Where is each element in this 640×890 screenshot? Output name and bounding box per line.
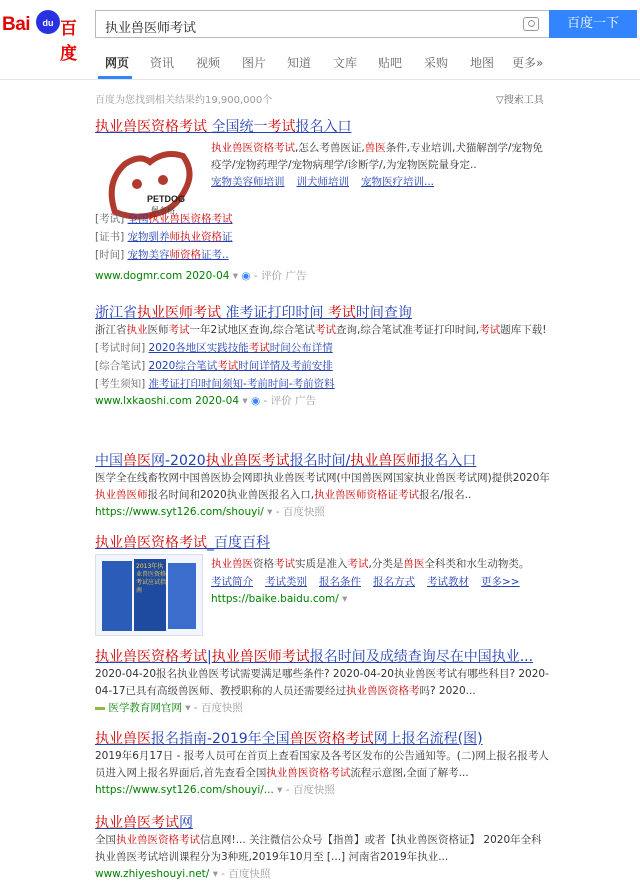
result-item bbox=[95, 452, 550, 521]
search-button[interactable]: 百度一下 bbox=[549, 10, 637, 38]
snapshot-link[interactable]: - 百度快照 bbox=[221, 868, 271, 880]
highlight-text: 考试 bbox=[248, 342, 270, 354]
chevron-down-icon[interactable]: ▾ bbox=[342, 593, 348, 605]
tab-0[interactable]: 网页 bbox=[105, 56, 130, 70]
sublink-row bbox=[95, 246, 550, 264]
result-url-line bbox=[95, 700, 550, 717]
petdog-label: PETDOG bbox=[147, 194, 186, 204]
tab-4[interactable]: 知道 bbox=[287, 56, 312, 70]
highlight-text: 考试 bbox=[274, 558, 295, 570]
text-run: 全科类和水生动物类。 bbox=[424, 558, 530, 570]
sublink-row bbox=[95, 375, 550, 393]
highlight-text: 执业医师考试 bbox=[137, 305, 221, 321]
sublink-tag: [时间] bbox=[95, 249, 128, 261]
highlight-text: 执业兽医资格考试 bbox=[116, 834, 200, 846]
verify-badge-icon[interactable]: ◉ bbox=[251, 395, 261, 407]
text-run: 时间详情及考前安排 bbox=[238, 360, 333, 372]
text-run: 一年2试地区查询,综合笔试 bbox=[189, 324, 316, 336]
highlight-text: 执业兽医师考试 bbox=[211, 649, 310, 665]
text-run: 2020综合笔试 bbox=[148, 360, 218, 372]
baike-links bbox=[211, 573, 551, 591]
result-abstract bbox=[95, 748, 550, 782]
highlight-text: 执业兽医资格考试 bbox=[95, 649, 207, 665]
result-abstract bbox=[95, 322, 550, 339]
highlight-text: 执业兽医资格考试 bbox=[95, 119, 207, 135]
text-run: 证 bbox=[222, 231, 233, 243]
book-cover-image[interactable] bbox=[95, 554, 203, 636]
text-run: 报名指南-2019年全国 bbox=[151, 731, 290, 747]
paw-icon: du bbox=[36, 10, 60, 34]
sublink-row bbox=[95, 357, 550, 375]
result-title[interactable] bbox=[95, 648, 550, 666]
highlight-text: 执业兽医师 bbox=[95, 489, 148, 501]
result-title[interactable] bbox=[95, 814, 550, 832]
text-run: 流程示意图,全面了解考... bbox=[350, 767, 469, 779]
sublink-tag: [考试时间] bbox=[95, 342, 149, 354]
nav-tabs bbox=[0, 44, 640, 80]
chevron-down-icon[interactable]: ▾ bbox=[185, 702, 194, 714]
book-title: 2013年执业兽医资格考试应试指南 bbox=[136, 563, 167, 594]
sublink-row bbox=[95, 210, 550, 228]
tab-6[interactable]: 贴吧 bbox=[378, 56, 403, 70]
highlight-text: 考试 bbox=[315, 324, 337, 336]
quick-link[interactable]: 报名方式 bbox=[373, 576, 415, 588]
result-abstract bbox=[211, 556, 551, 573]
text-run: 实质是准入 bbox=[295, 558, 348, 570]
result-title[interactable] bbox=[95, 534, 550, 552]
text-run: 浙江省 bbox=[95, 324, 127, 336]
quick-link[interactable]: 报名条件 bbox=[319, 576, 361, 588]
result-url-line bbox=[95, 504, 550, 521]
search-input[interactable] bbox=[95, 10, 549, 38]
chevron-down-icon[interactable]: ▾ bbox=[232, 270, 242, 282]
text-run: 资格 bbox=[253, 558, 274, 570]
result-url[interactable]: https://baike.baidu.com/ bbox=[211, 593, 339, 605]
eval-link[interactable]: - 评价 bbox=[253, 270, 283, 282]
camera-icon[interactable] bbox=[523, 17, 539, 31]
baidu-logo[interactable] bbox=[2, 8, 92, 63]
highlight-text: 执业兽医资格考试 bbox=[211, 142, 295, 154]
text-run: ,怎么考兽医证, bbox=[295, 142, 365, 154]
text-run: 全国 bbox=[127, 213, 149, 225]
result-url[interactable]: https://www.syt126.com/shouyi/ bbox=[95, 506, 264, 518]
ad-label: 广告 bbox=[285, 270, 307, 282]
site-logo-icon bbox=[95, 707, 105, 710]
highlight-text: 执业兽医考试 bbox=[205, 453, 290, 469]
result-url-line bbox=[211, 591, 551, 608]
ad-label: 广告 bbox=[295, 395, 316, 407]
tab-7[interactable]: 采购 bbox=[424, 56, 449, 70]
text-run: 吗? 2020... bbox=[419, 685, 476, 697]
highlight-text: 执业兽医师资格证考试 bbox=[314, 489, 420, 501]
chevron-down-icon[interactable]: ▾ bbox=[212, 868, 222, 880]
text-run: 题库下载! bbox=[500, 324, 547, 336]
result-abstract bbox=[95, 832, 550, 866]
highlight-text: 兽医 bbox=[364, 142, 386, 154]
highlight-text: 考试 bbox=[267, 119, 296, 135]
chevron-down-icon[interactable]: ▾ bbox=[267, 506, 276, 518]
tab-3[interactable]: 图片 bbox=[242, 56, 267, 70]
text-run: 证考.. bbox=[201, 249, 229, 261]
highlight-text: 兽医 bbox=[403, 558, 425, 570]
quick-link[interactable]: 更多>> bbox=[481, 576, 520, 588]
text-run: 时间查询 bbox=[355, 305, 412, 321]
text-run: 报名时间和2020执业兽医报名入口, bbox=[147, 489, 315, 501]
text-run: 医师 bbox=[147, 324, 169, 336]
quick-link[interactable]: 训犬师培训 bbox=[296, 176, 349, 188]
sublink-tag: [考生须知] bbox=[95, 378, 149, 390]
result-title[interactable] bbox=[95, 730, 550, 748]
snapshot-link[interactable]: - 百度快照 bbox=[193, 702, 243, 714]
result-item bbox=[95, 814, 550, 883]
highlight-text: 兽医 bbox=[123, 453, 151, 469]
result-url[interactable]: www.zhiyeshouyi.net/ bbox=[95, 868, 210, 880]
petdog-sub: 佩多格 bbox=[151, 206, 175, 215]
text-run: 2020-04-20报名执业兽医考试需要满足哪些条件? 2020-04-20执业兽医考试有哪些科目? 2020-04-17已具有高级兽医师、教授职称的人员还需要经过 bbox=[95, 668, 549, 697]
highlight-text: 考试 bbox=[168, 324, 190, 336]
text-run: 准考证打印时间 bbox=[221, 305, 328, 321]
text-run: 2019年6月17日 - 报考人员可在首页上查看国家及各考区发布的公告通知等。(二)网上报名报考人员进入网上报名界面后,首先查看全国 bbox=[95, 750, 549, 779]
result-url-line bbox=[95, 782, 550, 799]
text-run: _百度百科 bbox=[207, 535, 270, 551]
highlight-text: 执业兽医资格考 bbox=[346, 685, 420, 697]
tab-8[interactable]: 地图 bbox=[470, 56, 495, 70]
sublink[interactable] bbox=[128, 231, 233, 243]
quick-link[interactable]: 考试简介 bbox=[211, 576, 253, 588]
highlight-text: 执业兽医 bbox=[95, 731, 151, 747]
sublink[interactable] bbox=[149, 378, 335, 390]
result-url[interactable]: www.dogmr.com 2020-04 bbox=[95, 270, 230, 282]
tab-2[interactable]: 视频 bbox=[196, 56, 221, 70]
highlight-text: 师执业资格 bbox=[169, 231, 223, 243]
chevron-down-icon[interactable]: ▾ bbox=[277, 784, 286, 796]
text-run: 网 bbox=[179, 815, 193, 831]
text-run: 报名时间/ bbox=[289, 453, 351, 469]
highlight-text: 执业兽医资格考试 bbox=[95, 535, 207, 551]
text-run: 2020各地区实践技能 bbox=[148, 342, 249, 354]
tab-9[interactable]: 更多» bbox=[512, 56, 544, 70]
sublink-tag: [考试] bbox=[95, 213, 128, 225]
text-run: 网-2020 bbox=[151, 453, 206, 469]
highlight-text: 兽医资格考试 bbox=[289, 731, 374, 747]
text-run: 网上报名流程(图) bbox=[373, 731, 483, 747]
text-run: 宠物美容 bbox=[127, 249, 170, 261]
sublink[interactable] bbox=[149, 342, 333, 354]
highlight-text: 考试 bbox=[327, 305, 356, 321]
tab-1[interactable]: 资讯 bbox=[150, 56, 175, 70]
result-url[interactable]: https://www.syt126.com/shouyi/... bbox=[95, 784, 274, 796]
text-run: 报名入口 bbox=[420, 453, 477, 469]
text-run: 全国统一 bbox=[207, 119, 268, 135]
text-run: | bbox=[207, 649, 212, 665]
highlight-text: 执业兽医考试 bbox=[95, 815, 179, 831]
result-abstract bbox=[95, 666, 550, 700]
text-run: 浙江省 bbox=[95, 305, 137, 321]
sublink-tag: [证书] bbox=[95, 231, 128, 243]
quick-link[interactable]: 宠物美容师培训 bbox=[211, 176, 285, 188]
text-run: ,分类是 bbox=[368, 558, 404, 570]
text-run: 宠物驯养 bbox=[127, 231, 170, 243]
result-title[interactable] bbox=[95, 118, 550, 136]
result-item bbox=[95, 648, 550, 717]
verify-badge-icon[interactable]: ◉ bbox=[241, 270, 251, 282]
result-item bbox=[95, 534, 550, 605]
highlight-text: 考试 bbox=[479, 324, 501, 336]
sublink-row bbox=[95, 339, 550, 357]
search-tools-button[interactable]: ▽搜索工具 bbox=[496, 95, 544, 106]
quick-link[interactable]: 宠物医疗培训... bbox=[361, 176, 435, 188]
highlight-text: 执业 bbox=[126, 324, 148, 336]
eval-link[interactable]: - 评价 bbox=[263, 395, 292, 407]
text-run: 准考证打印时间须知-考前时间-考前资料 bbox=[148, 378, 335, 390]
highlight-text: 考试 bbox=[217, 360, 239, 372]
chevron-down-icon[interactable]: ▾ bbox=[242, 395, 251, 407]
highlight-text: 执业兽医资格考试 bbox=[148, 213, 233, 225]
result-url-line bbox=[95, 866, 550, 883]
result-count: 百度为您找到相关结果约19,900,000个 bbox=[95, 95, 273, 106]
logo-bai: Bai bbox=[2, 14, 31, 35]
highlight-text: 师资格 bbox=[169, 249, 202, 261]
snapshot-link[interactable]: - 百度快照 bbox=[275, 506, 325, 518]
result-url-line bbox=[95, 268, 306, 285]
text-run: 中国 bbox=[95, 453, 123, 469]
text-run: 报名入口 bbox=[295, 119, 352, 135]
sublink[interactable] bbox=[128, 213, 233, 225]
tab-5[interactable]: 文库 bbox=[333, 56, 358, 70]
text-run: 报名/报名.. bbox=[419, 489, 472, 501]
result-abstract bbox=[95, 470, 550, 504]
quick-link[interactable]: 考试教材 bbox=[427, 576, 469, 588]
highlight-text: 执业兽医 bbox=[211, 558, 253, 570]
result-url[interactable]: www.lxkaoshi.com 2020-04 bbox=[95, 395, 240, 407]
sublink-tag: [综合笔试] bbox=[95, 360, 149, 372]
result-title[interactable] bbox=[95, 304, 550, 322]
result-url[interactable]: 医学教育网官网 bbox=[108, 702, 182, 714]
logo-du: 百度 bbox=[60, 19, 77, 63]
text-run: 查询,综合笔试准考证打印时间, bbox=[336, 324, 480, 336]
text-run: 条件,专业培训,犬猫解剖学/宠物免疫学/宠物药理学/宠物病理学/诊断学/,为宠物医院量身定.. bbox=[211, 142, 543, 171]
sublink[interactable] bbox=[149, 360, 333, 372]
sublink[interactable] bbox=[128, 249, 229, 261]
text-run: 全国 bbox=[95, 834, 116, 846]
highlight-text: 考试 bbox=[347, 558, 369, 570]
text-run: 报名时间及成绩查询尽在中国执业... bbox=[309, 649, 534, 665]
result-item bbox=[95, 118, 550, 282]
result-url-line bbox=[95, 393, 550, 410]
text-run: 信息网!... 关注微信公众号【指兽】或者【执业兽医资格证】 2020年全科执业兽医考试培训课程分为3种班,2019年10月至 [...] 河南省2019年执业... bbox=[95, 834, 542, 863]
highlight-text: 执业兽医师 bbox=[350, 453, 421, 469]
quick-link[interactable]: 考试类别 bbox=[265, 576, 307, 588]
text-run: 医学全在线畜牧网中国兽医协会网即执业兽医考试网(中国兽医网国家执业兽医考试网)提供2020年 bbox=[95, 472, 550, 484]
sublink-row bbox=[95, 228, 550, 246]
active-tab-indicator bbox=[98, 76, 132, 79]
result-abstract bbox=[211, 140, 551, 174]
result-quick-links bbox=[211, 174, 551, 189]
snapshot-link[interactable]: - 百度快照 bbox=[285, 784, 335, 796]
result-item bbox=[95, 304, 550, 410]
text-run: 时间公布详情 bbox=[269, 342, 333, 354]
highlight-text: 执业兽医资格考试 bbox=[266, 767, 351, 779]
search-query: 执业兽医师考试 bbox=[105, 21, 197, 36]
result-title[interactable] bbox=[95, 452, 550, 470]
result-item bbox=[95, 730, 550, 799]
